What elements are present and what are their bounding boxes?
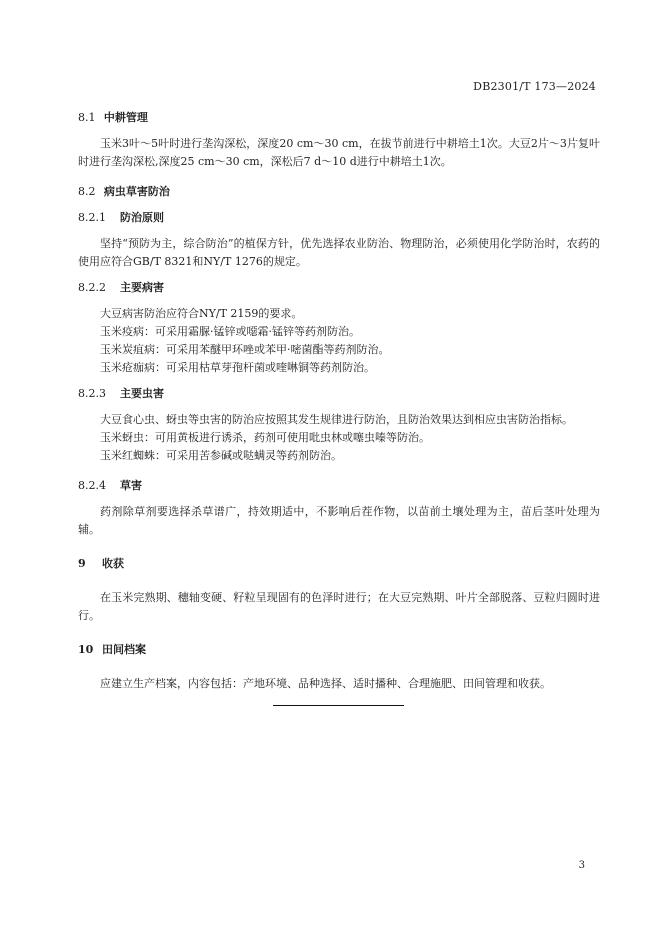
section-number: 8.2.3 <box>78 387 106 400</box>
section-number: 8.2.2 <box>78 281 106 294</box>
paragraph: 玉米3叶～5叶时进行垄沟深松，深度20 cm～30 cm，在拔节前进行中耕培土1次。大豆2片～3片复叶时进行垄沟深松,深度25 cm～30 cm，深松后7 d～10 d进行中耕培土1次。 <box>78 137 600 168</box>
paragraph: 大豆食心虫、蚜虫等虫害的防治应按照其发生规律进行防治，且防治效果达到相应虫害防治指标。 <box>100 413 573 426</box>
paragraph: 应建立生产档案，内容包括：产地环境、品种选择、适时播种、合理施肥、田间管理和收获。 <box>100 677 551 690</box>
section-number: 8.2.4 <box>78 479 106 492</box>
section-title: 防治原则 <box>120 211 164 224</box>
document-code: DB2301/T 173—2024 <box>473 80 596 93</box>
section-heading-8-2-3 <box>78 385 600 403</box>
section-heading-8-2 <box>78 183 600 201</box>
section-number: 9 <box>78 557 86 570</box>
section-number: 8.2.1 <box>78 211 106 224</box>
paragraph: 玉米炭疽病：可采用苯醚甲环唑或苯甲·嘧菌酯等药剂防治。 <box>100 343 390 356</box>
section-heading-8-2-2 <box>78 279 600 297</box>
section-title: 病虫草害防治 <box>103 185 170 198</box>
section-title: 田间档案 <box>102 643 146 656</box>
section-title: 主要虫害 <box>120 387 164 400</box>
paragraph: 药剂除草剂要选择杀草谱广，持效期适中，不影响后茬作物，以苗前土壤处理为主，苗后茎叶处理为辅。 <box>78 505 600 536</box>
section-number: 8.1 <box>78 111 96 124</box>
section-heading-9 <box>78 555 600 573</box>
section-heading-10 <box>78 641 600 659</box>
document-body <box>78 109 600 693</box>
page-number: 3 <box>578 860 585 871</box>
section-title: 中耕管理 <box>103 111 148 124</box>
paragraph: 玉米疫病：可采用霜脲·锰锌或噁霜·锰锌等药剂防治。 <box>100 325 360 338</box>
paragraph: 在玉米完熟期、穗轴变硬、籽粒呈现固有的色泽时进行；在大豆完熟期、叶片全部脱落、豆粒归圆时进行。 <box>78 591 600 622</box>
paragraph: 大豆病害防治应符合NY/T 2159的要求。 <box>100 307 303 320</box>
section-number: 8.2 <box>78 185 96 198</box>
section-number: 10 <box>78 643 94 656</box>
section-heading-8-2-4 <box>78 477 600 495</box>
section-heading-8-2-1 <box>78 209 600 227</box>
end-rule <box>273 705 404 706</box>
section-title: 草害 <box>120 479 142 492</box>
section-heading-8-1 <box>78 109 600 127</box>
paragraph: 玉米蚜虫：可用黄板进行诱杀，药剂可使用吡虫林或噻虫嗪等防治。 <box>100 431 430 444</box>
paragraph: 坚持“预防为主，综合防治”的植保方针，优先选择农业防治、物理防治，必须使用化学防治时，农药的使用应符合GB/T 8321和NY/T 1276的规定。 <box>78 237 600 268</box>
paragraph: 玉米红蜘蛛：可采用苦参碱或哒螨灵等药剂防治。 <box>100 449 342 462</box>
section-title: 收获 <box>102 557 124 570</box>
section-title: 主要病害 <box>120 281 164 294</box>
paragraph: 玉米疮痂病：可采用枯草芽孢杆菌或喹啉铜等药剂防治。 <box>100 361 375 374</box>
